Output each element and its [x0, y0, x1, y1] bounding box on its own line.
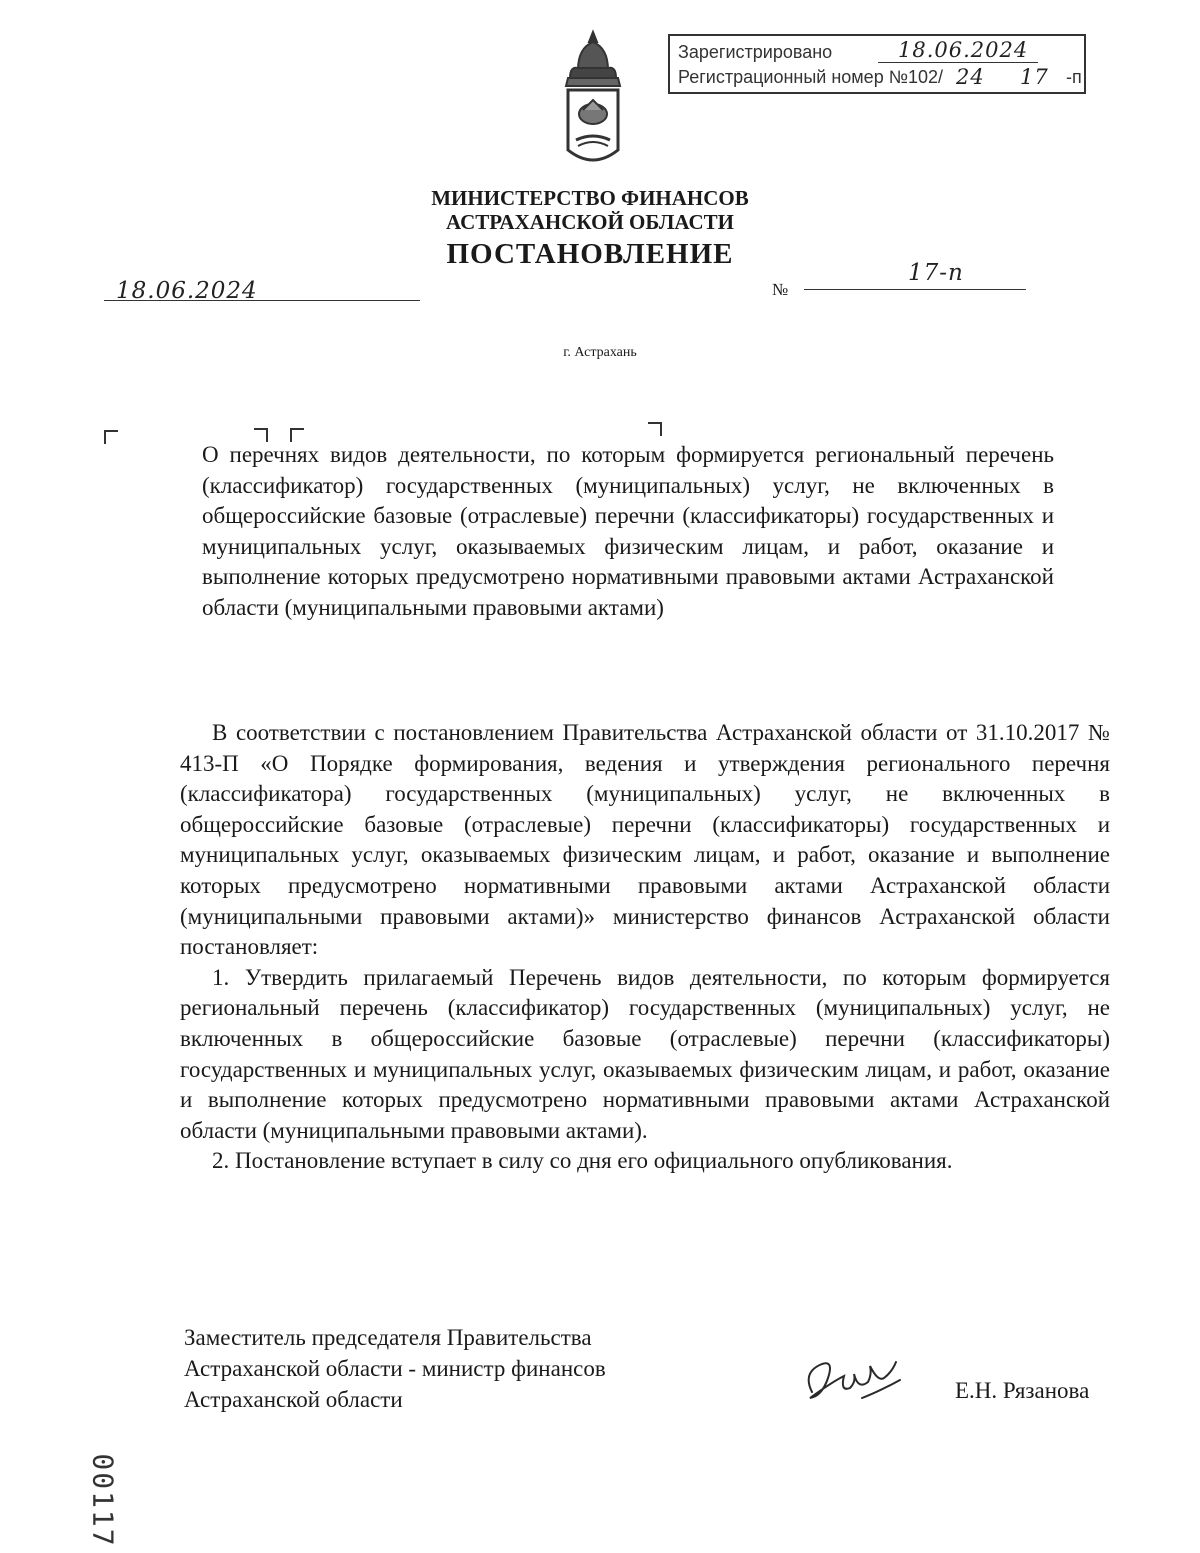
position-line3: Астраханской области — [184, 1387, 403, 1412]
position-line2: Астраханской области - министр финансов — [184, 1356, 606, 1381]
registered-label: Зарегистрировано — [678, 42, 833, 62]
date-underline — [104, 300, 420, 301]
reg-number-row — [678, 65, 1082, 89]
reg-number-part2: 17 — [1020, 65, 1049, 89]
number-underline — [804, 289, 1026, 290]
signatory-name: Е.Н. Рязанова — [955, 1378, 1090, 1403]
reg-number-part1: 24 — [956, 65, 985, 89]
document-date: 18.06.2024 — [116, 278, 258, 304]
document-title: О перечнях видов деятельности, по которым формируется региональный перечень (классификатор) государственных (муниципальных) услуг, не включенных в общероссийские базовые (отраслевые) перечни (классификаторы) государственных и муниципальных услуг, оказываемых физическим лицам, и работ, оказание и выполнение которых предусмотрено нормативными правовыми актами Астраханской области (муниципальными правовыми актами) — [202, 442, 1054, 620]
corner-mark — [104, 430, 118, 444]
document-type: ПОСТАНОВЛЕНИЕ — [446, 238, 734, 270]
organization-name-line2: АСТРАХАНСКОЙ ОБЛАСТИ — [445, 210, 735, 234]
registered-row — [678, 38, 1029, 63]
reg-number-suffix: -п — [1066, 67, 1082, 87]
side-page-number: 00117 — [86, 1453, 120, 1548]
city: г. Астрахань — [563, 345, 637, 360]
reg-number-label: Регистрационный номер №102/ — [678, 67, 944, 87]
item-2-paragraph: 2. Постановление вступает в силу со дня его официального опубликования. — [212, 1148, 953, 1174]
preamble-paragraph: В соответствии с постановлением Правительства Астраханской области от 31.10.2017 № 413-П «О Порядке формирования, ведения и утверждения регионального перечня (классификатора) государственных (муниципальных) услуг, не включенных в общероссийские базовые (отраслевые) перечни (классификаторы) государственных и муниципальных услуг, оказываемых физическим лицам, и работ, оказание и выполнение которых предусмотрено нормативными правовыми актами Астраханской области (муниципальными правовыми актами)» министерство финансов Астраханской области постановляет: — [180, 720, 1110, 960]
corner-mark — [648, 422, 662, 436]
position-line1: Заместитель председателя Правительства — [184, 1325, 592, 1350]
document-body — [180, 718, 1110, 1177]
item-1-paragraph: 1. Утвердить прилагаемый Перечень видов деятельности, по которым формируется региональный перечень (классификатор) государственных (муниципальных) услуг, не включенных в общероссийские базовые (отраслевые) перечни (классификаторы) государственных и муниципальных услуг, оказываемых физическим лицам, и работ, оказание и выполнение которых предусмотрено нормативными правовыми актами Астраханской области (муниципальными правовыми актами). — [180, 964, 1110, 1143]
document-number: 17-п — [908, 260, 964, 286]
handwritten-signature — [792, 1352, 912, 1412]
registration-stamp — [668, 34, 1086, 94]
coat-of-arms-icon — [548, 28, 638, 178]
registered-date: 18.06.2024 — [878, 38, 1038, 63]
number-sign: № — [772, 280, 789, 299]
signatory-position — [184, 1322, 724, 1415]
organization-name-line1: МИНИСТЕРСТВО ФИНАНСОВ — [431, 186, 749, 210]
